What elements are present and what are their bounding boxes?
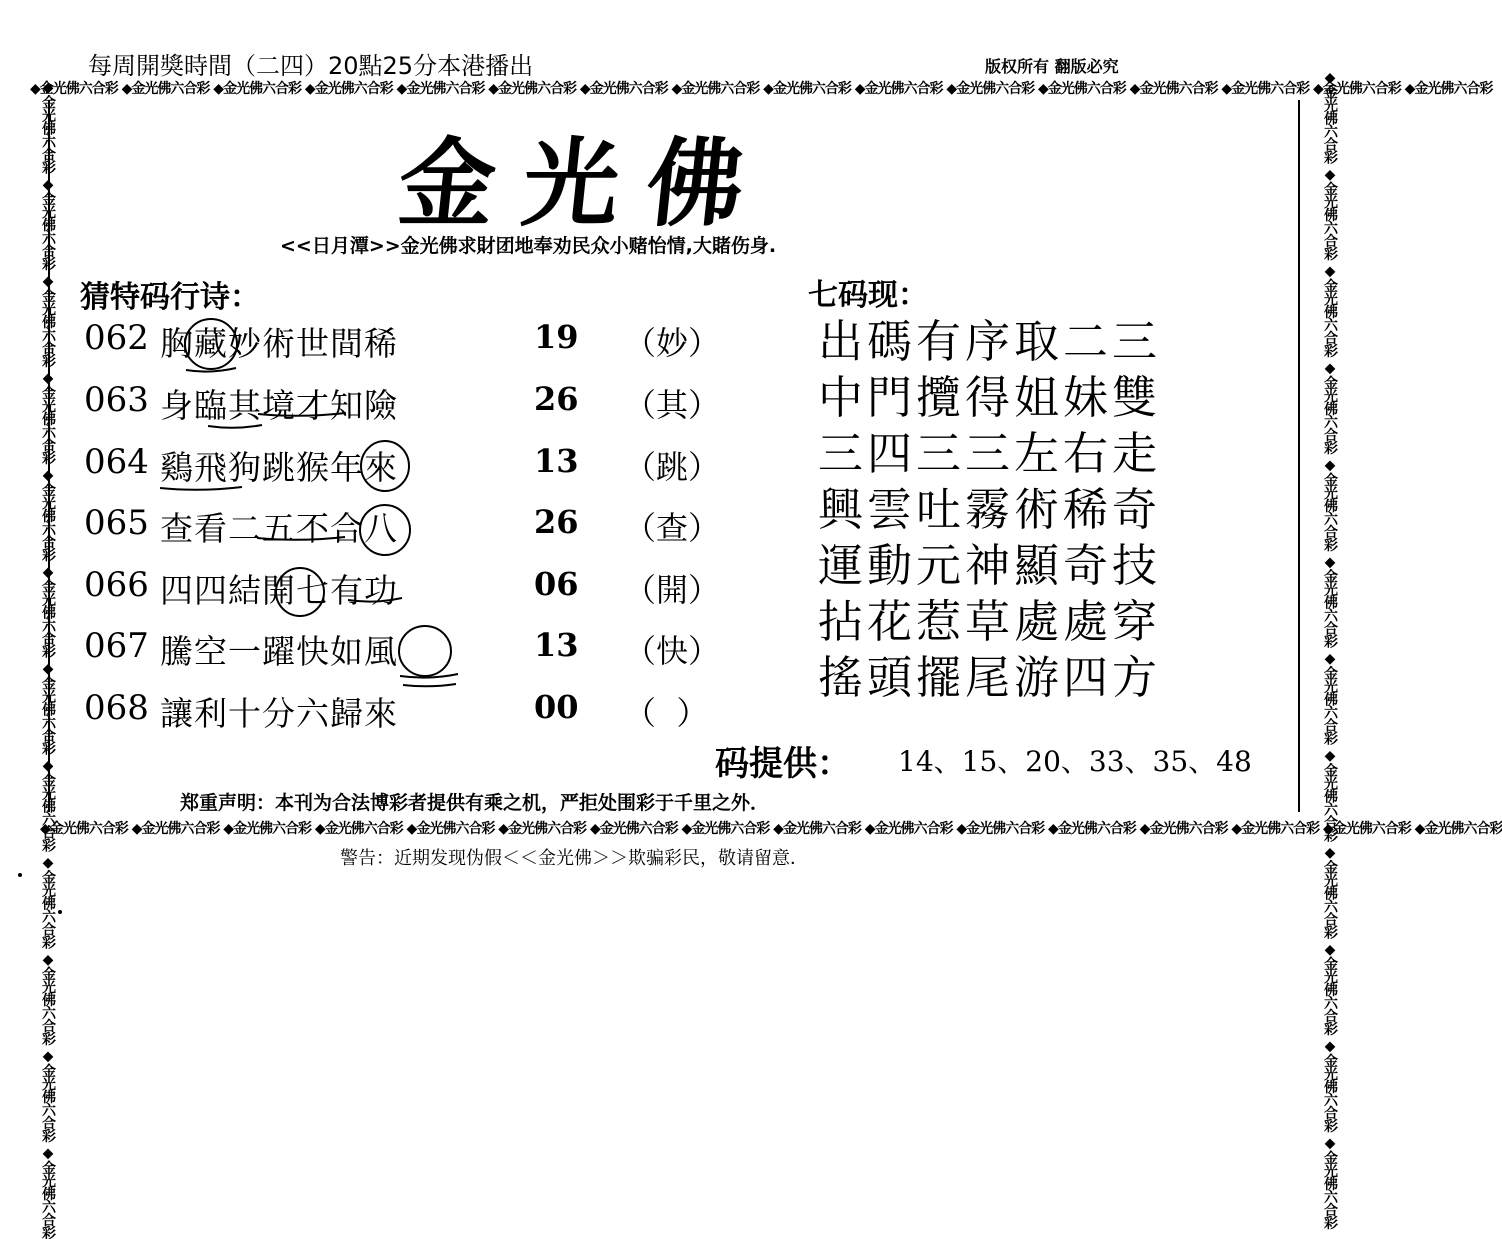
- issue-code: 067: [84, 626, 149, 666]
- answer-character: （查）: [624, 509, 721, 547]
- poem-row: [84, 380, 744, 430]
- issue-code: 066: [84, 565, 149, 605]
- issue-code: 063: [84, 380, 149, 420]
- poem-verse: 騰空一躍快如風: [160, 632, 398, 671]
- result-number: 06: [534, 565, 579, 603]
- issue-code: 068: [84, 688, 149, 728]
- poem-verse: 鷄飛狗跳猴年來: [160, 448, 398, 487]
- seven-codes-line: 出碼有序取二三: [818, 315, 1162, 368]
- page-title: 金光佛: [393, 127, 778, 240]
- speck: [18, 873, 22, 877]
- fraud-warning: 警告：近期发现伪假＜＜金光佛＞＞欺骗彩民，敬请留意．: [340, 848, 808, 869]
- decorative-border-left: ◆金光佛六合彩 ◆金光佛六合彩 ◆金光佛六合彩 ◆金光佛六合彩 ◆金光佛六合彩 ◆金光佛六合彩 ◆金光佛六合彩 ◆金光佛六合彩 ◆金光佛六合彩 ◆金光佛六合彩 ◆金光佛六合彩 ◆金光佛六合彩: [40, 80, 56, 1239]
- legal-statement: 郑重声明：本刊为合法博彩者提供有乘之机，严拒处围彩于千里之外．: [180, 792, 770, 814]
- poem-verse: 查看二五不合八: [160, 509, 398, 548]
- poem-row: [84, 626, 744, 676]
- answer-character: （ ）: [624, 694, 709, 732]
- decorative-border-right: ◆金光佛六合彩 ◆金光佛六合彩 ◆金光佛六合彩 ◆金光佛六合彩 ◆金光佛六合彩 ◆金光佛六合彩 ◆金光佛六合彩 ◆金光佛六合彩 ◆金光佛六合彩 ◆金光佛六合彩 ◆金光佛六合彩 ◆金光佛六合彩: [1322, 70, 1338, 1229]
- subtitle-slogan: <<日月潭>>金光佛求財团地奉劝民众小赌怡情,大賭伤身.: [280, 235, 777, 257]
- provided-codes-numbers: 14、15、20、33、35、48: [898, 745, 1252, 778]
- poem-row: [84, 503, 744, 553]
- answer-character: （其）: [624, 386, 721, 424]
- poem-row: [84, 688, 744, 738]
- result-number: 00: [534, 688, 579, 726]
- poem-row: [84, 565, 744, 615]
- poem-verse: 胸藏妙術世間稀: [160, 324, 398, 363]
- answer-character: （快）: [624, 632, 721, 670]
- answer-character: （跳）: [624, 448, 721, 486]
- result-number: 26: [534, 503, 579, 541]
- seven-codes-line: 興雲吐霧術稀奇: [818, 483, 1162, 536]
- seven-codes-heading: 七码现：: [808, 278, 928, 313]
- speck: [58, 910, 62, 914]
- copyright-notice: 版权所有 翻版必究: [985, 57, 1119, 76]
- result-number: 19: [534, 318, 579, 356]
- issue-code: 065: [84, 503, 149, 543]
- poem-verse: 四四結開七有功: [160, 571, 398, 610]
- result-number: 26: [534, 380, 579, 418]
- seven-codes-line: 搖頭擺尾游四方: [818, 651, 1162, 704]
- answer-character: （妙）: [624, 324, 721, 362]
- provided-codes-label: 码提供：: [715, 744, 851, 784]
- seven-codes-line: 運動元神顯奇技: [818, 539, 1162, 592]
- poem-row: [84, 318, 744, 368]
- seven-codes-line: 中門攬得姐妹雙: [818, 371, 1162, 424]
- seven-codes-line: 三四三三左右走: [818, 427, 1162, 480]
- poem-verse: 身臨其境才知險: [160, 386, 398, 425]
- poem-row: [84, 442, 744, 492]
- result-number: 13: [534, 442, 579, 480]
- poem-heading: 猜特码行诗：: [80, 280, 260, 315]
- seven-codes-line: 拈花惹草處處穿: [818, 595, 1162, 648]
- decorative-border-bottom: ◆金光佛六合彩 ◆金光佛六合彩 ◆金光佛六合彩 ◆金光佛六合彩 ◆金光佛六合彩 ◆金光佛六合彩 ◆金光佛六合彩 ◆金光佛六合彩 ◆金光佛六合彩 ◆金光佛六合彩 ◆金光佛六合彩 ◆金光佛六合彩 ◆金光佛六合彩 ◆金光佛六合彩 ◆金光佛六合彩 ◆金光佛六合彩: [40, 821, 1502, 837]
- draw-time-header: 每周開獎時間（二四）20點25分本港播出: [88, 52, 534, 80]
- decorative-border-top: ◆金光佛六合彩 ◆金光佛六合彩 ◆金光佛六合彩 ◆金光佛六合彩 ◆金光佛六合彩 ◆金光佛六合彩 ◆金光佛六合彩 ◆金光佛六合彩 ◆金光佛六合彩 ◆金光佛六合彩 ◆金光佛六合彩 ◆金光佛六合彩 ◆金光佛六合彩 ◆金光佛六合彩 ◆金光佛六合彩 ◆金光佛六合彩: [30, 81, 1493, 97]
- answer-character: （開）: [624, 571, 721, 609]
- seven-codes-poem: [818, 314, 1161, 706]
- result-number: 13: [534, 626, 579, 664]
- issue-code: 062: [84, 318, 149, 358]
- issue-code: 064: [84, 442, 149, 482]
- poem-verse: 讓利十分六歸來: [160, 694, 398, 733]
